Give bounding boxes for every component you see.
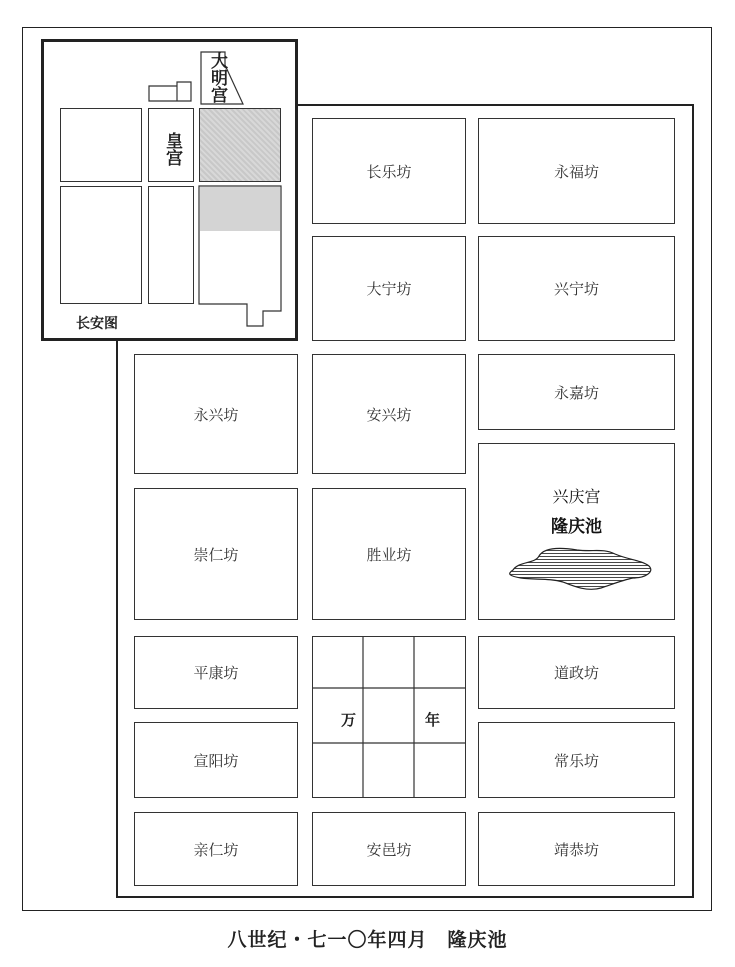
- ward-label: 平康坊: [193, 664, 239, 682]
- palace-name: 兴庆宫: [552, 487, 601, 506]
- ward-daozheng: [478, 636, 675, 709]
- ward-changle-south: [478, 722, 675, 798]
- ward-label: 道政坊: [553, 664, 599, 682]
- ward-label: 安邑坊: [366, 840, 412, 859]
- market-grid-lines: [312, 636, 466, 798]
- ward-pingkang: [134, 636, 298, 709]
- ward-label: 永兴坊: [193, 405, 239, 424]
- ward-daning: [312, 236, 466, 341]
- ward-label: 胜业坊: [366, 545, 412, 564]
- ward-label: 靖恭坊: [553, 840, 599, 859]
- market-grid: [312, 636, 466, 798]
- ward-yongfu: [478, 118, 675, 224]
- xingqing-palace: [478, 443, 675, 620]
- ward-yongjia: [478, 354, 675, 430]
- inset-map-title: 长安图: [76, 316, 118, 332]
- market-char-left: 万: [341, 711, 357, 729]
- ward-chongren: [134, 488, 298, 620]
- inset-daming-palace-label: 大明宫: [207, 52, 227, 103]
- ward-yongxing: [134, 354, 298, 474]
- ward-xuanyang: [134, 722, 298, 798]
- ward-label: 兴宁坊: [553, 280, 599, 298]
- ward-anxing: [312, 354, 466, 474]
- map-caption: 八世纪・七一〇年四月 隆庆池: [227, 929, 508, 951]
- ward-shengye: [312, 488, 466, 620]
- ward-label: 永嘉坊: [553, 383, 599, 402]
- ward-label: 常乐坊: [553, 751, 599, 770]
- ward-label: 崇仁坊: [193, 545, 239, 564]
- ward-changle: [312, 118, 466, 224]
- inset-east-outline: [41, 39, 298, 341]
- pond-name: 隆庆池: [551, 517, 602, 537]
- ward-anyi: [312, 812, 466, 886]
- ward-label: 永福坊: [553, 162, 599, 181]
- changan-inset-map: [41, 39, 298, 341]
- ward-jinggong: [478, 812, 675, 886]
- ward-label: 宣阳坊: [193, 751, 239, 770]
- ward-label: 亲仁坊: [193, 840, 239, 859]
- ward-label: 长乐坊: [366, 162, 412, 181]
- ward-qinren: [134, 812, 298, 886]
- ward-label: 安兴坊: [366, 405, 412, 424]
- ward-label: 大宁坊: [366, 280, 412, 298]
- longqing-pond: [479, 444, 676, 621]
- ward-xingning: [478, 236, 675, 341]
- inset-imperial-palace-label: 皇宫: [162, 132, 182, 166]
- market-char-right: 年: [425, 711, 441, 729]
